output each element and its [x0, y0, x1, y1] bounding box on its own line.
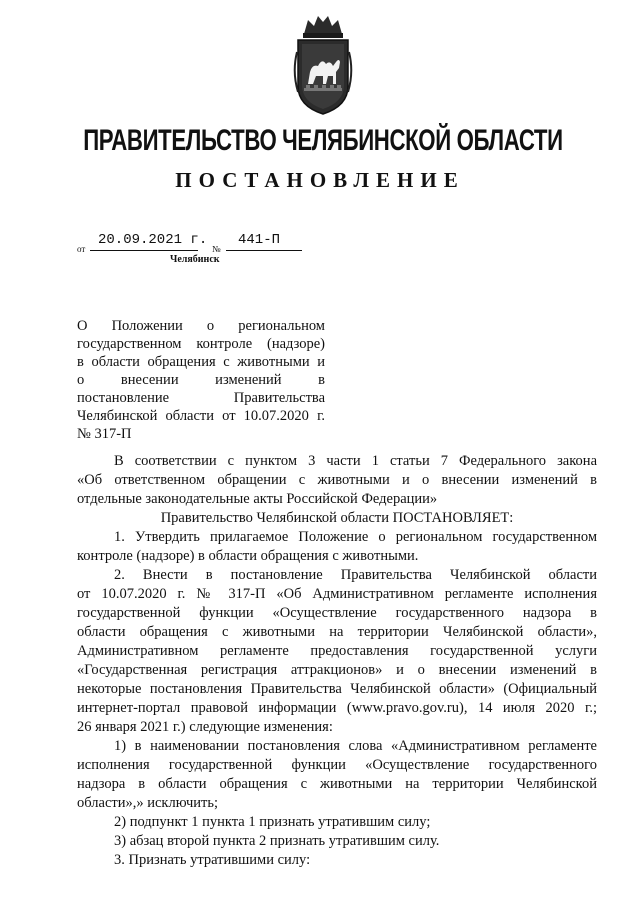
resolves-line: Правительство Челябинской области ПОСТАНОВЛЯЕТ: [160, 510, 514, 526]
city-name: Челябинск [170, 254, 220, 265]
document-number: 441-П [238, 232, 281, 248]
subject-line: № 317-П [77, 426, 132, 442]
body-line: 1) в наименовании постановления слова «Административном регламенте [114, 738, 597, 754]
government-title: ПРАВИТЕЛЬСТВО ЧЕЛЯБИНСКОЙ ОБЛАСТИ [83, 124, 563, 157]
date-underline [90, 250, 198, 251]
body-line: 2) подпункт 1 пункта 1 признать утратившим силу; [114, 814, 431, 830]
body-line: 26 января 2021 г.) следующие изменения: [77, 719, 333, 735]
body-line: 3) абзац второй пункта 2 признать утратившим силу. [114, 833, 440, 849]
document-subject [77, 317, 325, 443]
coat-of-arms-emblem [292, 12, 354, 116]
body-line: В соответствии с пунктом 3 части 1 статьи 7 Федерального закона [114, 453, 597, 469]
body-line: 1. Утвердить прилагаемое Положение о региональном государственном [114, 529, 597, 545]
date-prefix: от [77, 244, 86, 254]
body-line: «Об ответственном обращении с животными и о внесении изменений в [77, 472, 597, 488]
body-line: интернет-портал правовой информации (www.pravo.gov.ru), 14 июля 2020 г.; [77, 700, 597, 716]
body-line: исполнения государственной функции «Осуществление государственного [77, 757, 597, 773]
body-line: отдельные законодательные акты Российской Федерации» [77, 491, 438, 507]
body-line: надзора в области обращения с животными на территории Челябинской [77, 776, 597, 792]
body-line: «Государственная регистрация аттракционов» и о внесении изменений в [77, 662, 597, 678]
body-line: некоторые постановления Правительства Челябинской области» (Официальный [77, 681, 597, 697]
document-type: ПОСТАНОВЛЕНИЕ [175, 168, 465, 192]
subject-line: постановление Правительства [77, 390, 325, 406]
body-line: 3. Признать утратившими силу: [114, 852, 311, 868]
number-prefix: № [212, 244, 221, 254]
number-underline [226, 250, 302, 251]
body-line: государственной функции «Осуществление государственного надзора в [77, 605, 597, 621]
subject-line: о внесении изменений в [77, 372, 325, 388]
body-line: области обращения с животными на территории Челябинской области», [77, 624, 597, 640]
body-line: Административном регламенте предоставления государственной услуги [77, 643, 597, 659]
subject-line: Челябинской области от 10.07.2020 г. [77, 408, 325, 424]
body-line: от 10.07.2020 г. № 317-П «Об Административном регламенте исполнения [77, 586, 597, 602]
body-line: контроле (надзоре) в области обращения с животными. [77, 548, 419, 564]
body-line: области»,» исключить; [77, 795, 219, 811]
document-date: 20.09.2021 г. [98, 232, 208, 248]
body-line: 2. Внести в постановление Правительства Челябинской области [114, 567, 597, 583]
subject-line: в области обращения с животными и [77, 354, 325, 370]
subject-line: государственном контроле (надзоре) [77, 336, 325, 352]
document-body [77, 452, 597, 870]
subject-line: О Положении о региональном [77, 318, 325, 334]
